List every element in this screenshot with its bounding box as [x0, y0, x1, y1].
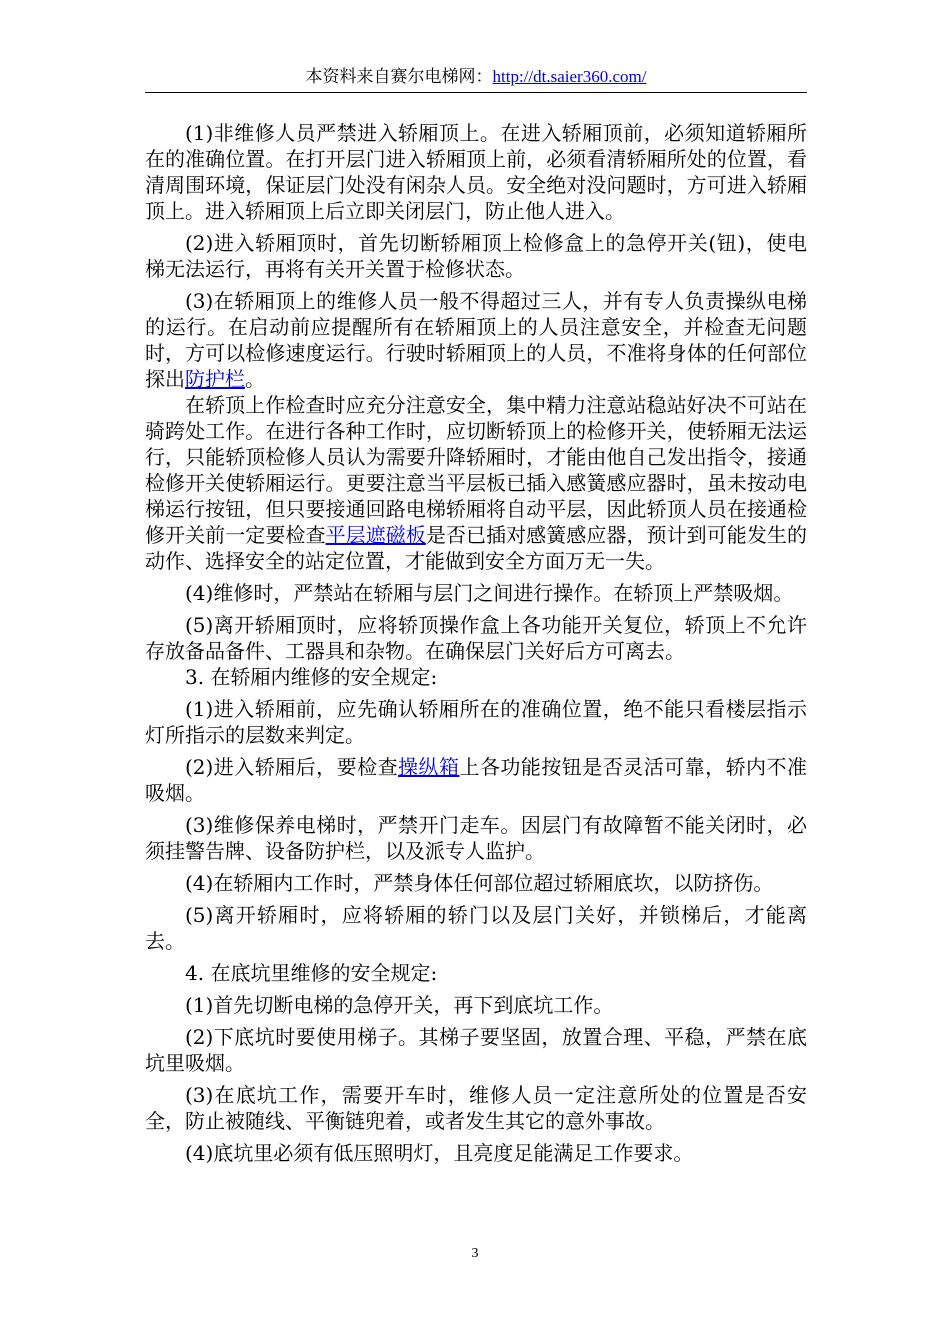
control-box-link[interactable]: 操纵箱	[398, 755, 460, 779]
document-body	[145, 120, 807, 1166]
paragraph-text: (5)离开轿厢时，应将轿厢的轿门以及层门关好，并锁梯后，才能离去。	[145, 903, 807, 953]
paragraph-text: 上各功能按钮是否灵活可靠，轿内不准吸烟。	[145, 755, 808, 805]
paragraph-pit-2	[145, 1024, 807, 1076]
paragraph-car-top-1	[145, 120, 807, 224]
section-heading-text: 3. 在轿厢内维修的安全规定:	[185, 665, 438, 689]
paragraph-car-top-4	[145, 580, 807, 606]
paragraph-text: (4)底坑里必须有低压照明灯，且亮度足能满足工作要求。	[185, 1141, 694, 1165]
paragraph-car-top-inspection	[145, 392, 807, 574]
section-heading-pit	[145, 960, 807, 986]
header-url-link[interactable]: http://dt.saier360.com/	[492, 67, 647, 86]
paragraph-text: 。	[245, 367, 265, 391]
leveling-shield-link[interactable]: 平层遮磁板	[325, 523, 426, 547]
paragraph-pit-1	[145, 992, 807, 1018]
paragraph-interior-1	[145, 696, 807, 748]
paragraph-car-top-3	[145, 288, 807, 392]
paragraph-text: (2)下底坑时要使用梯子。其梯子要坚固，放置合理、平稳，严禁在底坑里吸烟。	[145, 1025, 807, 1075]
paragraph-text: (4)在轿厢内工作时，严禁身体任何部位超过轿厢底坎，以防挤伤。	[185, 871, 774, 895]
page-header	[145, 66, 807, 93]
paragraph-interior-2	[145, 754, 807, 806]
paragraph-text: (3)维修保养电梯时，严禁开门走车。因层门有故障暂不能关闭时，必须挂警告牌、设备防护栏，以及派专人监护。	[145, 813, 807, 863]
paragraph-text: (2)进入轿厢顶时，首先切断轿厢顶上检修盒上的急停开关(钮)，使电梯无法运行，再将有关开关置于检修状态。	[145, 231, 807, 281]
paragraph-interior-5	[145, 902, 807, 954]
paragraph-text: (2)进入轿厢后，要检查	[185, 755, 399, 779]
section-heading-text: 4. 在底坑里维修的安全规定:	[185, 961, 438, 985]
paragraph-pit-3	[145, 1082, 807, 1134]
paragraph-car-top-5	[145, 612, 807, 664]
paragraph-car-top-2	[145, 230, 807, 282]
paragraph-text: (3)在底坑工作，需要开车时，维修人员一定注意所处的位置是否安全，防止被随线、平衡链兜着，或者发生其它的意外事故。	[145, 1083, 807, 1133]
header-source-text: 本资料来自赛尔电梯网：	[305, 67, 493, 86]
guardrail-link[interactable]: 防护栏	[185, 367, 245, 391]
paragraph-text: (5)离开轿厢顶时，应将轿顶操作盒上各功能开关复位，轿顶上不允许存放备品备件、工器具和杂物。在确保层门关好后方可离去。	[145, 613, 807, 663]
paragraph-text: (4)维修时，严禁站在轿厢与层门之间进行操作。在轿顶上严禁吸烟。	[185, 581, 794, 605]
paragraph-text: (3)在轿厢顶上的维修人员一般不得超过三人，并有专人负责操纵电梯的运行。在启动前应提醒所有在轿厢顶上的人员注意安全，并检查无问题时，方可以检修速度运行。行驶时轿厢顶上的人员，不准将身体的任何部位探出	[145, 289, 807, 391]
paragraph-text: 是否已插对感簧感应器，预计到可能发生的动作、选择安全的站定位置，才能做到安全方面万无一失。	[145, 523, 807, 573]
paragraph-text: 在轿顶上作检查时应充分注意安全，集中精力注意站稳站好决不可站在骑跨处工作。在进行各种工作时，应切断轿顶上的检修开关，使轿厢无法运行，只能轿顶检修人员认为需要升降轿厢时，才能由他自己发出指令，接通检修开关使轿厢运行。更要注意当平层板已插入感簧感应器时，虽未按动电梯运行按钮，但只要接通回路电梯轿厢将自动平层，因此轿顶人员在接通检修开关前一定要检查	[145, 393, 807, 547]
paragraph-pit-4	[145, 1140, 807, 1166]
paragraph-interior-3	[145, 812, 807, 864]
page-number: 3	[471, 1246, 479, 1261]
paragraph-text: (1)进入轿厢前，应先确认轿厢所在的准确位置，绝不能只看楼层指示灯所指示的层数来判定。	[145, 697, 807, 747]
paragraph-text: (1)非维修人员严禁进入轿厢顶上。在进入轿厢顶前，必须知道轿厢所在的准确位置。在打开层门进入轿厢顶上前，必须看清轿厢所处的位置，看清周围环境，保证层门处没有闲杂人员。安全绝对没问题时，方可进入轿厢顶上。进入轿厢顶上后立即关闭层门，防止他人进入。	[145, 121, 807, 223]
section-heading-car-interior	[145, 664, 807, 690]
paragraph-text: (1)首先切断电梯的急停开关，再下到底坑工作。	[185, 993, 614, 1017]
paragraph-interior-4	[145, 870, 807, 896]
